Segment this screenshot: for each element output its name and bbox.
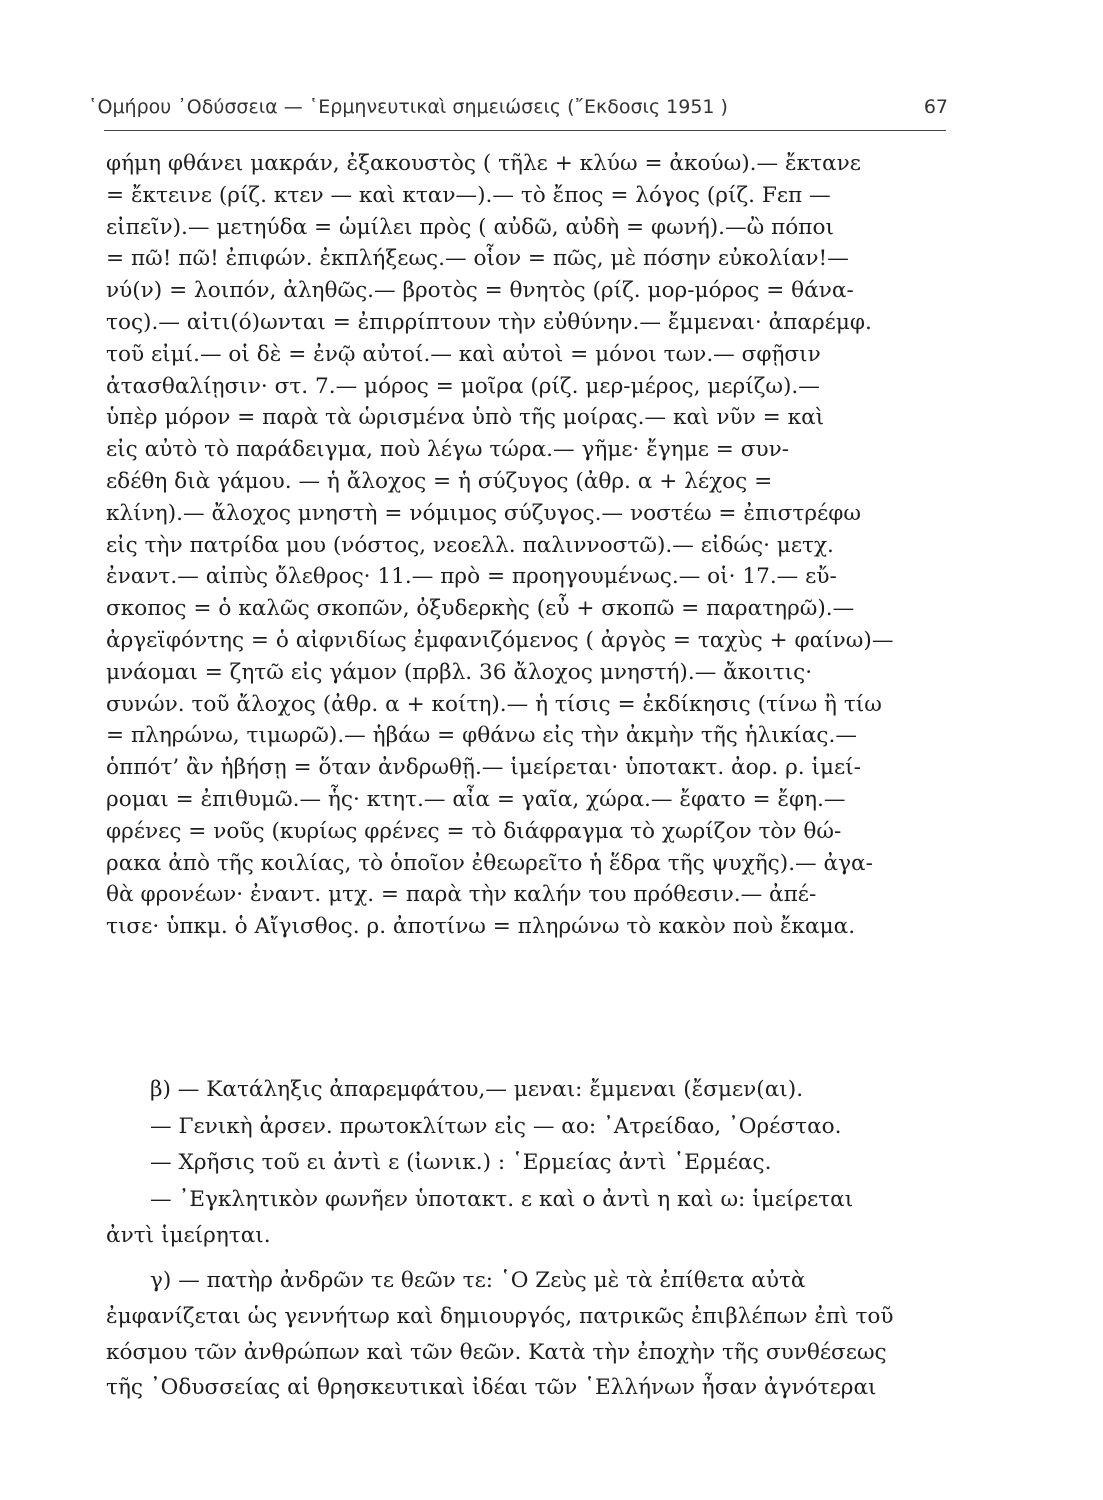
text-line: σκοπος = ὁ καλῶς σκοπῶν, ὀξυδερκὴς (εὖ + σκοπῶ = παρατηρῶ).—	[106, 596, 855, 622]
text-line: εἰς τὴν πατρίδα μου (νόστος, νεοελλ. παλιννοστῶ).— εἰδώς· μετχ.	[106, 532, 834, 558]
running-header	[88, 96, 948, 122]
text-line: ὑπὲρ μόρον = παρὰ τὰ ὡρισμένα ὑπὸ τῆς μοίρας.— καὶ νῦν = καὶ	[106, 405, 825, 431]
text-line: ἐμφανίζεται ὡς γεννήτωρ καὶ δημιουργός, πατρικῶς ἐπιβλέπων ἐπὶ τοῦ	[106, 1303, 894, 1329]
text-line: ὁππότ’ ἂν ἡβήσῃ = ὅταν ἀνδρωθῇ.— ἱμείρεται· ὑποτακτ. ἀορ. ρ. ἱμεί-	[106, 755, 861, 781]
text-line: κλίνη).— ἄλοχος μνηστὴ = νόμιμος σύζυγος.— νοστέω = ἐπιστρέφω	[106, 500, 861, 526]
text-line: ἐναντ.— αἰπὺς ὄλεθρος· 11.— πρὸ = προηγουμένως.— οἱ· 17.— εὔ-	[106, 564, 837, 590]
text-line: τισε· ὑπκμ. ὁ Αἴγισθος. ρ. ἀποτίνω = πληρώνω τὸ κακὸν ποὺ ἔκαμα.	[106, 914, 856, 940]
text-line: συνών. τοῦ ἄλοχος (ἀθρ. α + κοίτη).— ἡ τίσις = ἐκδίκησις (τίνω ἢ τίω	[106, 691, 882, 717]
header-title: ῾Ομήρου ᾿Οδύσσεια — ῾Ερμηνευτικαὶ σημειώσεις (῎Εκδοσις 1951 )	[88, 96, 728, 118]
text-line: εἰπεῖν).— μετηύδα = ὡμίλει πρὸς ( αὐδῶ, αὐδὴ = φωνή).—ὢ πόποι	[106, 214, 834, 240]
text-line: ἀντὶ ἱμείρηται.	[106, 1223, 271, 1248]
text-line: — Χρῆσις τοῦ ει ἀντὶ ε (ἰωνικ.) : ῾Ερμείας ἀντὶ ῾Ερμέας.	[150, 1150, 772, 1175]
text-line: = πληρώνω, τιμωρῶ).— ἡβάω = φθάνω εἰς τὴν ἀκμὴν τῆς ἡλικίας.—	[106, 723, 857, 749]
commentary-paragraph	[106, 148, 948, 943]
header-rule	[104, 130, 946, 131]
text-line: β) — Κατάληξις ἀπαρεμφάτου,— μεναι: ἔμμεναι (ἔσμεν(αι).	[150, 1077, 804, 1102]
zeus-note-paragraph	[106, 1263, 948, 1406]
text-line: φήμη φθάνει μακράν, ἐξακουστὸς ( τῆλε + κλύω = ἀκούω).— ἔκτανε	[106, 151, 861, 176]
text-line: = πῶ! πῶ! ἐπιφών. ἐκπλήξεως.— οἷον = πῶς, μὲ πόσην εὐκολίαν!—	[106, 246, 849, 272]
text-line: ρακα ἀπὸ τῆς κοιλίας, τὸ ὁποῖον ἐθεωρεῖτο ἡ ἕδρα τῆς ψυχῆς).— ἀγα-	[106, 850, 873, 876]
text-line: κόσμου τῶν ἀνθρώπων καὶ τῶν θεῶν. Κατὰ τὴν ἐποχὴν τῆς συνθέσεως	[106, 1339, 887, 1365]
text-line: ἀργεϊφόντης = ὁ αἰφνιδίως ἐμφανιζόμενος ( ἀργὸς = ταχὺς + φαίνω)—	[106, 627, 894, 653]
text-line: ρομαι = ἐπιθυμῶ.— ἧς· κτητ.— αἶα = γαῖα, χώρα.— ἔφατο = ἔφη.—	[106, 786, 846, 812]
text-line: τῆς ᾿Οδυσσείας αἱ θρησκευτικαὶ ἰδέαι τῶν ῾Ελλήνων ἦσαν ἀγνότεραι	[106, 1375, 877, 1401]
text-line: τοῦ εἰμί.— οἱ δὲ = ἐνῷ αὐτοί.— καὶ αὐτοὶ = μόνοι των.— σφῇσιν	[106, 341, 821, 367]
text-line: θὰ φρονέων· ἐναντ. μτχ. = παρὰ τὴν καλήν του πρόθεσιν.— ἀπέ-	[106, 882, 817, 908]
text-line: εδέθη διὰ γάμου. — ἡ ἄλοχος = ἡ σύζυγος (ἀθρ. α + λέχος =	[106, 468, 773, 494]
text-line: — ᾿Εγκλητικὸν φωνῆεν ὑποτακτ. ε καὶ ο ἀντὶ η καὶ ω: ἱμείρεται	[150, 1186, 854, 1212]
text-line: μνάομαι = ζητῶ εἰς γάμον (πρβλ. 36 ἄλοχος μνηστή).— ἄκοιτις·	[106, 659, 813, 685]
grammar-notes-paragraph	[106, 1072, 948, 1255]
text-line: νύ(ν) = λοιπόν, ἀληθῶς.— βροτὸς = θνητὸς (ρίζ. μορ-μόρος = θάνα-	[106, 278, 854, 304]
text-line: — Γενικὴ ἀρσεν. πρωτοκλίτων εἰς — αο: ᾿Ατρείδαο, ᾿Ορέσταο.	[150, 1113, 842, 1139]
text-line: εἰς αὐτὸ τὸ παράδειγμα, ποὺ λέγω τώρα.— γῆμε· ἔγημε = συν-	[106, 437, 790, 463]
text-line: τος).— αἰτι(ό)ωνται = ἐπιρρίπτουν τὴν εὐθύνην.— ἔμμεναι· ἀπαρέμφ.	[106, 309, 872, 335]
text-line: = ἔκτεινε (ρίζ. κτεν — καὶ κταν—).— τὸ ἔπος = λόγος (ρίζ. Fεπ —	[106, 182, 831, 208]
text-line: φρένες = νοῦς (κυρίως φρένες = τὸ διάφραγμα τὸ χωρίζον τὸν θώ-	[106, 818, 842, 844]
page-number: 67	[923, 96, 948, 118]
text-line: γ) — πατὴρ ἀνδρῶν τε θεῶν τε: ῾Ο Ζεὺς μὲ τὰ ἐπίθετα αὐτὰ	[150, 1268, 806, 1293]
text-line: ἀτασθαλίῃσιν· στ. 7.— μόρος = μοῖρα (ρίζ. μερ-μέρος, μερίζω).—	[106, 373, 820, 399]
